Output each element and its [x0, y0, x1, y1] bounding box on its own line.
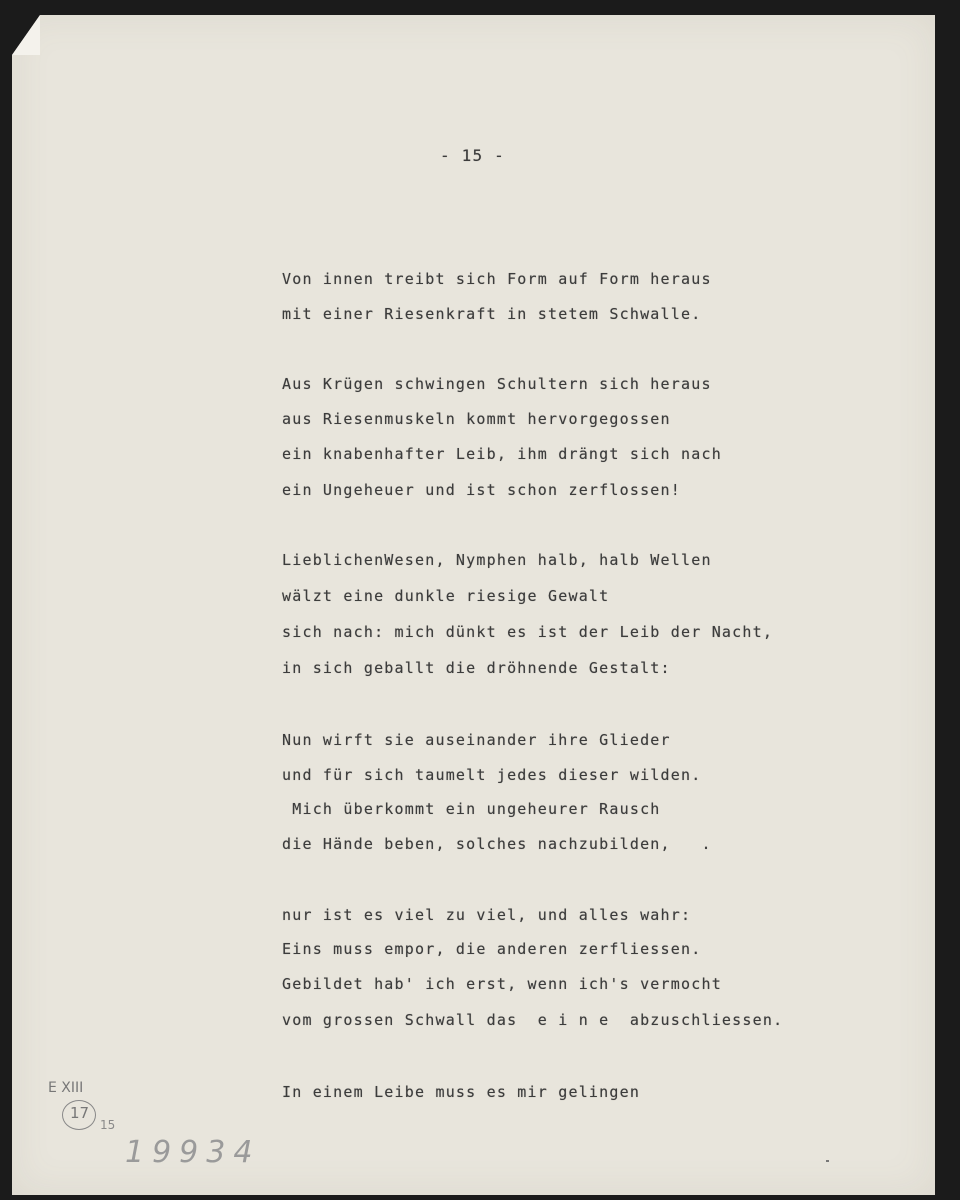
poem-line: mit einer Riesenkraft in stetem Schwalle. — [282, 305, 702, 323]
poem-line: LieblichenWesen, Nymphen halb, halb Wellen — [282, 551, 712, 569]
poem-line: nur ist es viel zu viel, und alles wahr: — [282, 906, 692, 924]
poem-line: Mich überkommt ein ungeheurer Rausch — [282, 800, 661, 818]
poem-line: Eins muss empor, die anderen zerfliessen. — [282, 940, 702, 958]
poem-line: in sich geballt die dröhnende Gestalt: — [282, 659, 671, 677]
poem-line: die Hände beben, solches nachzubilden, . — [282, 835, 712, 853]
poem-line: vom grossen Schwall das e i n e abzuschliessen. — [282, 1011, 784, 1029]
poem-line: Von innen treibt sich Form auf Form heraus — [282, 270, 712, 288]
poem-text — [282, 0, 842, 1200]
poem-line: ein knabenhafter Leib, ihm drängt sich nach — [282, 445, 722, 463]
poem-line: Gebildet hab' ich erst, wenn ich's vermocht — [282, 975, 722, 993]
poem-line: Nun wirft sie auseinander ihre Glieder — [282, 731, 671, 749]
sub-number: 15 — [100, 1118, 116, 1132]
poem-line: sich nach: mich dünkt es ist der Leib der Nacht, — [282, 623, 774, 641]
paper-speck — [826, 1160, 829, 1162]
poem-line: aus Riesenmuskeln kommt hervorgegossen — [282, 410, 671, 428]
poem-line: Aus Krügen schwingen Schultern sich heraus — [282, 375, 712, 393]
page-number: - 15 - — [440, 146, 505, 165]
inventory-number: 19934 — [125, 1135, 261, 1170]
poem-line: In einem Leibe muss es mir gelingen — [282, 1083, 641, 1101]
poem-line: ein Ungeheuer und ist schon zerflossen! — [282, 481, 681, 499]
circled-number: 17 — [70, 1104, 90, 1122]
folded-corner-flap — [12, 15, 40, 55]
poem-line: und für sich taumelt jedes dieser wilden. — [282, 766, 702, 784]
poem-line: wälzt eine dunkle riesige Gewalt — [282, 587, 610, 605]
archive-mark: E XIII — [48, 1080, 84, 1096]
